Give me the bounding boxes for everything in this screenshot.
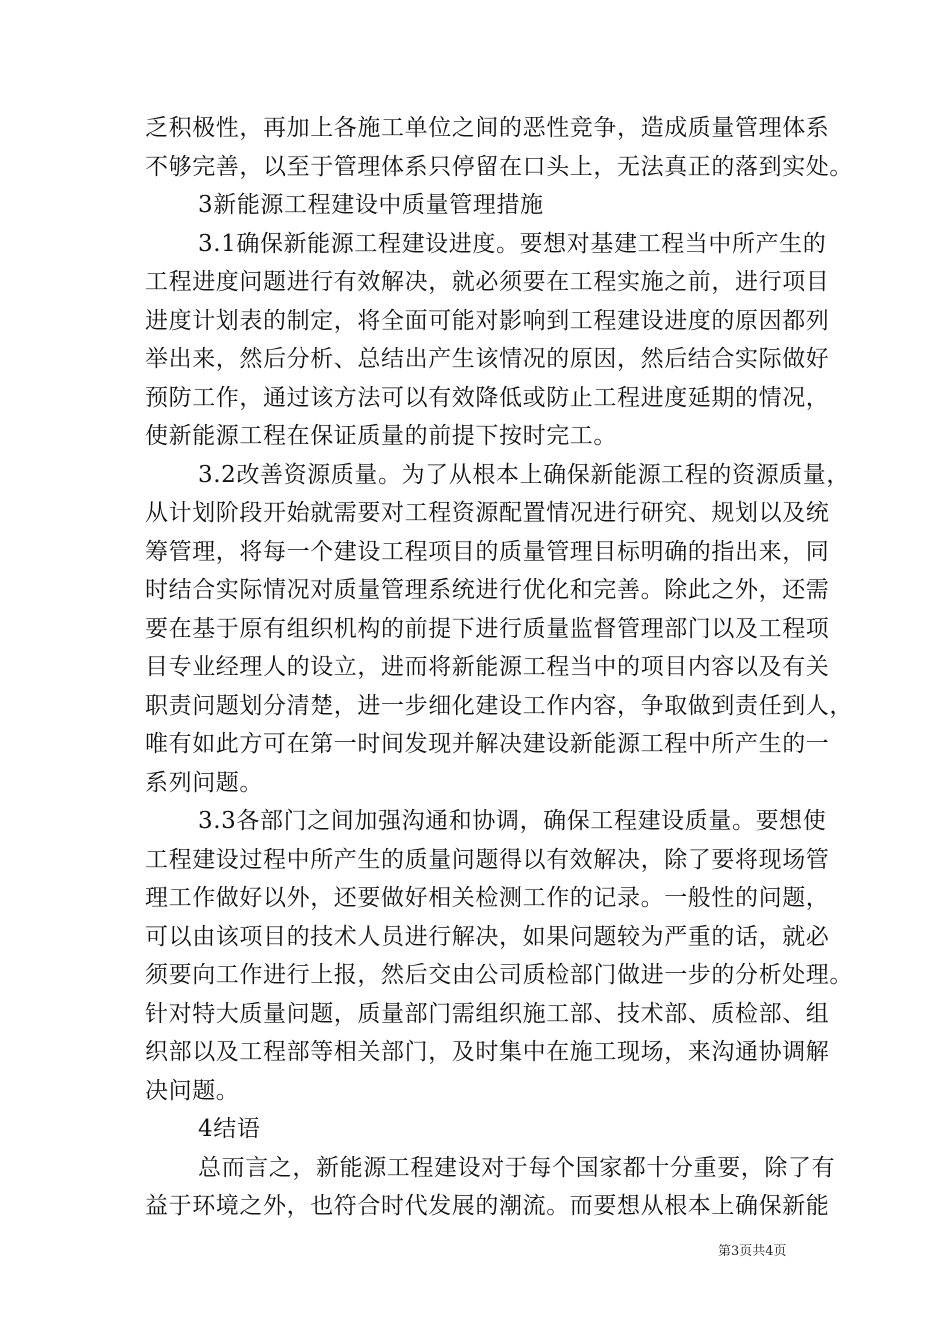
text-line: 可以由该项目的技术人员进行解决，如果问题较为严重的话，就必 (145, 924, 830, 950)
page-number-footer: 第3页共4页 (718, 1244, 787, 1259)
section-heading: 4结语 (198, 1116, 261, 1142)
text-line: 工程建设过程中所产生的质量问题得以有效解决，除了要将现场管 (145, 847, 830, 873)
text-line: 理工作做好以外，还要做好相关检测工作的记录。一般性的问题， (145, 885, 830, 911)
paragraph-start-line: 3.3各部门之间加强沟通和协调，确保工程建设质量。要想使 (198, 808, 827, 834)
text-line: 决问题。 (145, 1078, 240, 1104)
text-line: 须要向工作进行上报，然后交由公司质检部门做进一步的分析处理。 (145, 962, 853, 988)
text-line: 工程进度问题进行有效解决，就必须要在工程实施之前，进行项目 (145, 269, 830, 295)
text-line: 不够完善，以至于管理体系只停留在口头上，无法真正的落到实处。 (145, 154, 853, 180)
text-line: 唯有如此方可在第一时间发现并解决建设新能源工程中所产生的一 (145, 731, 830, 757)
text-line: 乏积极性，再加上各施工单位之间的恶性竞争，造成质量管理体系 (145, 115, 830, 141)
text-line: 目专业经理人的设立，进而将新能源工程当中的项目内容以及有关 (145, 654, 830, 680)
text-line: 系列问题。 (145, 770, 263, 796)
text-line: 从计划阶段开始就需要对工程资源配置情况进行研究、规划以及统 (145, 500, 830, 526)
text-line: 时结合实际情况对质量管理系统进行优化和完善。除此之外，还需 (145, 577, 830, 603)
paragraph-start-line: 总而言之，新能源工程建设对于每个国家都十分重要，除了有 (198, 1155, 836, 1181)
text-line: 织部以及工程部等相关部门，及时集中在施工现场，来沟通协调解 (145, 1039, 830, 1065)
paragraph-start-line: 3.2改善资源质量。为了从根本上确保新能源工程的资源质量， (198, 462, 850, 488)
paragraph-start-line: 3.1确保新能源工程建设进度。要想对基建工程当中所产生的 (198, 231, 827, 257)
text-line: 预防工作，通过该方法可以有效降低或防止工程进度延期的情况， (145, 385, 830, 411)
text-line: 举出来，然后分析、总结出产生该情况的原因，然后结合实际做好 (145, 346, 830, 372)
text-line: 针对特大质量问题，质量部门需组织施工部、技术部、质检部、组 (145, 1001, 830, 1027)
section-heading: 3新能源工程建设中质量管理措施 (198, 192, 544, 218)
text-line: 使新能源工程在保证质量的前提下按时完工。 (145, 423, 617, 449)
text-line: 进度计划表的制定，将全面可能对影响到工程建设进度的原因都列 (145, 308, 830, 334)
text-line: 职责问题划分清楚，进一步细化建设工作内容，争取做到责任到人， (145, 693, 853, 719)
text-line: 要在基于原有组织机构的前提下进行质量监督管理部门以及工程项 (145, 616, 830, 642)
text-line: 筹管理，将每一个建设工程项目的质量管理目标明确的指出来，同 (145, 539, 830, 565)
text-line: 益于环境之外，也符合时代发展的潮流。而要想从根本上确保新能 (145, 1193, 830, 1219)
